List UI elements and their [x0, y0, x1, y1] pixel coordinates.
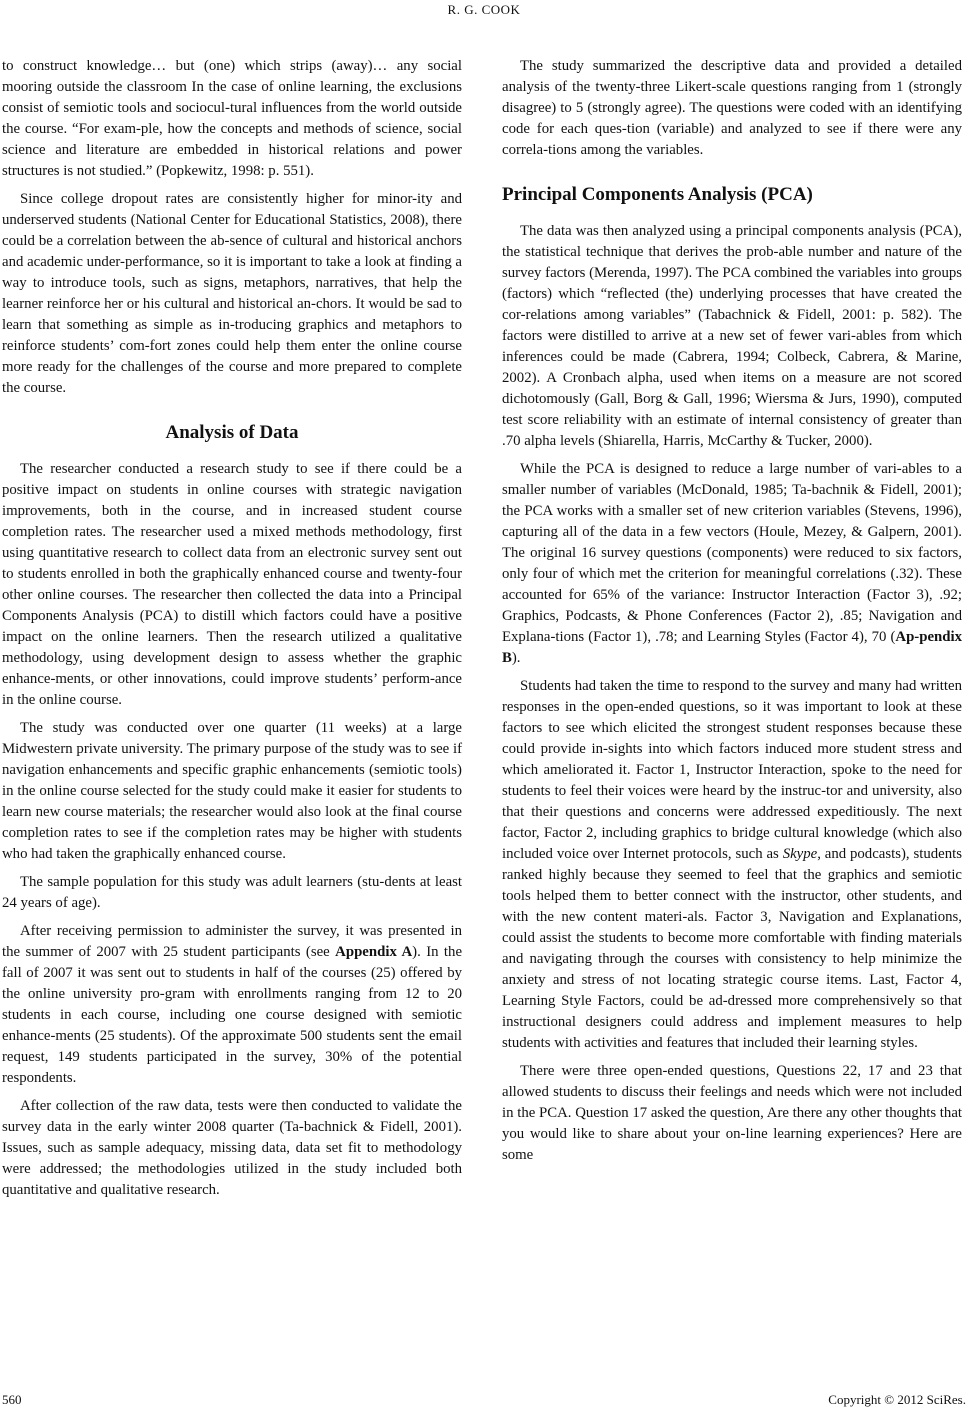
left-paragraph-5: The sample population for this study was adult learners (stu-dents at least 24 years of age).	[2, 874, 462, 911]
right-paragraph-4-text-b: , and podcasts), students ranked highly because they seemed to feel that the graphics and semiotic tools helped them to better connect with the instructor, other students, and with the new content materi-als. Factor 3, Navigation and Explanations, could assist the students to become more comfortable with finding materials and navigating through the courses with consistency to help minimize the anxiety and stress of not locating strategic course items. Last, Factor 4, Learning Style Factors, could be ad-dressed more comprehensively so that instructional designers could address and implement measures to help students with activities and features that included their learning styles.	[502, 846, 962, 1051]
appendix-b-reference: Ap-pendix B	[502, 629, 962, 666]
left-column	[2, 56, 462, 1208]
right-paragraph-1: The study summarized the descriptive data and provided a detailed analysis of the twenty-three Likert-scale questions ranging from 1 (strongly disagree) to 5 (strongly agree). The questions were coded with an identifying code for each ques-tion (variable) and analyzed to see if there were any correla-tions among the variables.	[502, 58, 962, 158]
right-paragraph-4	[502, 676, 962, 1054]
left-paragraph-6-text-a: After receiving permission to administer the survey, it was presented in the summer of 2007 with 25 student participants (see	[2, 923, 462, 960]
appendix-a-reference: Appendix A	[335, 944, 413, 960]
right-paragraph-3-text-a: While the PCA is designed to reduce a large number of vari-ables to a smaller number of variables (McDonald, 1985; Ta-bachnik & Fidell, 2001); the PCA works with a smaller set of new criterion variables (Stevens, 1996), capturing all of the data in a few vectors (Houle, Mezey, & Galpern, 2001). The original 16 survey questions (components) were reduced to six factors, only four of which met the criterion for meaningful correlations (.32). These accounted for 65% of the variance: Instructor Interaction (Factor 3), .92; Graphics, Podcasts, & Phone Conferences (Factor 2), .85; Navigation and Explana-tions (Factor 1), .78; and Learning Styles (Factor 4), 70 (	[502, 461, 962, 645]
section-heading-analysis-of-data: Analysis of Data	[165, 422, 299, 443]
right-column	[502, 56, 962, 1173]
left-paragraph-7: After collection of the raw data, tests were then conducted to validate the survey data in the early winter 2008 quarter (Ta-bachnick & Fidell, 2001). Issues, such as sample adequacy, missing data, data set fit to methodology were addressed; the methodologies utilized in the study included both quantitative and qualitative research.	[2, 1098, 462, 1198]
left-paragraph-4: The study was conducted over one quarter (11 weeks) at a large Midwestern private university. The primary purpose of the study was to see if navigation enhancements and specific graphic enhancements (semiotic tools) in the online course selected for the study could make it easier for students to learn new course materials; the researcher would also look at the final course completion rates to see if the completion rates may be higher with students who had taken the graphically enhanced course.	[2, 720, 462, 862]
right-paragraph-5: There were three open-ended questions, Questions 22, 17 and 23 that allowed students to discuss their feelings and needs which were not included in the PCA. Question 17 asked the question, Are there any other thoughts that you would like to share about your on-line learning experiences? Here are some	[502, 1063, 962, 1163]
right-paragraph-2: The data was then analyzed using a principal components analysis (PCA), the statistical technique that derives the prob-able number and nature of the survey factors (Merenda, 1997). The PCA combined the variables into groups (factors) which “reflected (the) underlying processes that have created the cor-relations among variables” (Tabachnick & Fidell, 2001: p. 582). The factors were distilled to arrive at a new set of fewer vari-ables from which inferences could be made (Cabrera, 1994; Colbeck, Cabrera, & Marine, 2002). A Cronbach alpha, used when items on a measure are not scored dichotomously (Gall, Borg & Gall, 1996; Wiersma & Jurs, 1990), computed test score reliability with an estimate of internal consistency of greater than .70 alpha levels (Shiarella, Harris, McCarthy & Tucker, 2000).	[502, 223, 962, 449]
page-number: 560	[2, 1392, 22, 1407]
left-paragraph-1: to construct knowledge… but (one) which strips (away)… any social mooring outside the classroom In the case of online learning, the exclusions consist of semiotic tools and sociocul-tural influences from the world outside the course. “For exam-ple, how the concepts and methods of science, social science and literature are embedded in historical relations and power structures is not studied.” (Popkewitz, 1998: p. 551).	[2, 58, 462, 179]
left-paragraph-2: Since college dropout rates are consistently higher for minor-ity and underserved students (National Center for Educational Statistics, 2008), there could be a correlation between the ab-sence of cultural and historical anchors and academic under-performance, so it is important to take a look at finding a way to introduce tools, such as signs, metaphors, narratives, that help the learner reinforce her or his cultural and historical an-chors. It would be sad to learn that something as simple as in-troducing graphics and metaphors to reinforce students’ com-fort zones could help them enter the online course more ready for the challenges of the course and more prepared to complete the course.	[2, 191, 462, 396]
section-heading-pca: Principal Components Analysis (PCA)	[502, 184, 813, 205]
skype-reference: Skype	[782, 846, 818, 862]
left-paragraph-6-text-b: ). In the fall of 2007 it was sent out to students in half of the courses (25) offered by the online university pro-gram with enrollments ranging from 12 to 20 students in each course, including one course designed with semiotic enhance-ments (25 students). Of the approximate 500 students sent the email request, 149 students participated in the survey, 30% of the potential respondents.	[2, 944, 463, 1086]
running-head: R. G. COOK	[447, 2, 521, 17]
right-paragraph-3	[502, 459, 962, 669]
left-paragraph-3: The researcher conducted a research study to see if there could be a positive impact on students in online courses with strategic navigation improvements, both in the course, and in increased student course completion rates. The researcher used a mixed methods methodology, first using quantitative research to collect data from an electronic survey sent out to students enrolled in both the graphically enhanced course and twenty-four other online courses. The researcher then collected the data into a Principal Components Analysis (PCA) to distill which factors could have a positive impact on the online learners. Then the research utilized a qualitative methodology, using development design to assess whether the graphic enhance-ments, or other innovations, could improve students’ perform-ance in the online course.	[2, 461, 462, 708]
left-paragraph-6	[2, 921, 462, 1089]
copyright-notice: Copyright © 2012 SciRes.	[828, 1392, 966, 1407]
right-paragraph-3-text-b: ).	[511, 650, 521, 666]
right-paragraph-4-text-a: Students had taken the time to respond to the survey and many had written responses in the open-ended questions, so it was important to look at these factors to see which elicited the strongest student responses because these could provide in-sights into which factors induced more student stress and which ameliorated it. Factor 1, Instructor Interaction, spoke to the need for students to feel their voices were heard by the instruc-tor and university, also that their questions and concerns were addressed expeditiously. The next factor, Factor 2, including graphics to bridge cultural knowledge (which also included voice over Internet protocols, such as	[502, 678, 962, 862]
